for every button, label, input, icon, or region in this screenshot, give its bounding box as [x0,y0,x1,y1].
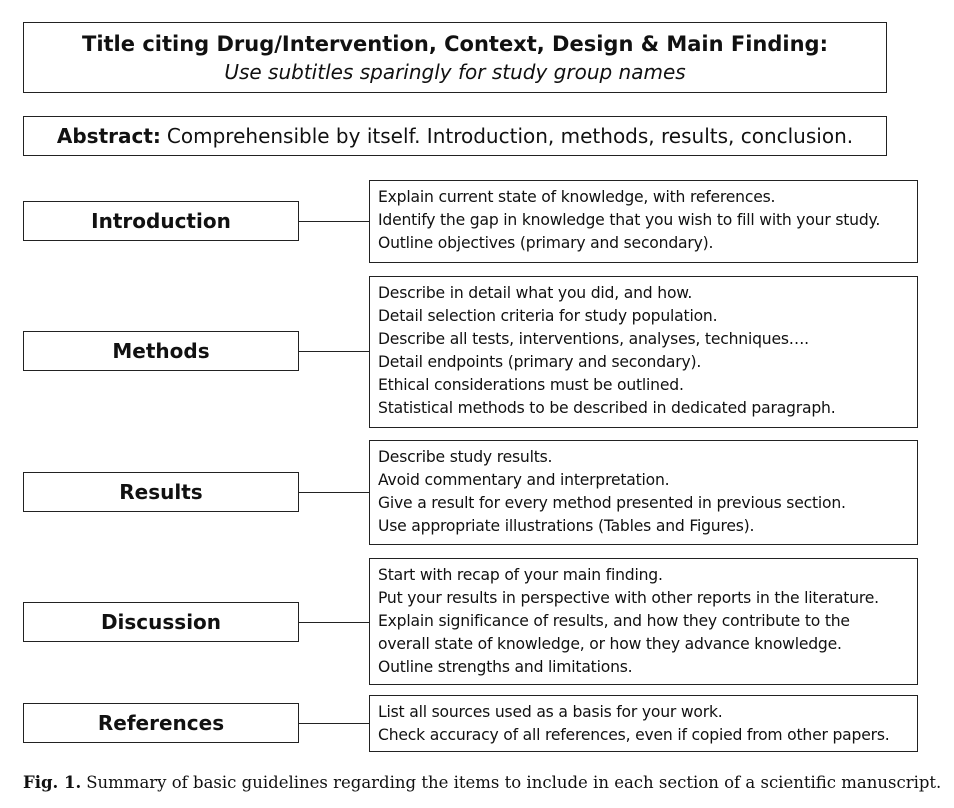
caption-label: Fig. 1. [23,773,82,792]
section-box-results [23,472,299,512]
title-box [23,22,887,93]
detail-item: Outline objectives (primary and secondary). [378,234,714,252]
detail-item: Explain significance of results, and how they contribute to the [378,612,850,630]
detail-item: Identify the gap in knowledge that you wish to fill with your study. [378,211,881,229]
detail-item: Describe all tests, interventions, analyses, techniques…. [378,330,809,348]
detail-box-discussion [369,558,918,685]
detail-item: Avoid commentary and interpretation. [378,471,670,489]
detail-box-references [369,695,918,752]
detail-item: Start with recap of your main finding. [378,566,663,584]
connector-line [299,492,369,493]
detail-item: List all sources used as a basis for your work. [378,703,723,721]
section-label: Introduction [91,209,231,233]
section-label: Discussion [100,610,222,634]
section-box-references [23,703,299,743]
detail-item: Detail selection criteria for study population. [378,307,718,325]
title-subtitle-text: Use subtitles sparingly for study group names [224,59,686,84]
connector-line [299,351,369,352]
abstract-label: Abstract: [56,124,161,148]
detail-box-results [369,440,918,545]
connector-line [299,221,369,222]
detail-item: Describe study results. [378,448,553,466]
detail-box-introduction [369,180,918,263]
detail-item: Put your results in perspective with other reports in the literature. [378,589,879,607]
detail-item: Check accuracy of all references, even if copied from other papers. [378,726,890,744]
detail-item: Statistical methods to be described in dedicated paragraph. [378,399,836,417]
connector-line [299,622,369,623]
abstract-text: Comprehensible by itself. Introduction, methods, results, conclusion. [166,124,854,148]
detail-item: Use appropriate illustrations (Tables and Figures). [378,517,755,535]
detail-item: overall state of knowledge, or how they advance knowledge. [378,635,842,653]
detail-item: Describe in detail what you did, and how. [378,284,693,302]
section-box-discussion [23,602,299,642]
detail-item: Detail endpoints (primary and secondary). [378,353,702,371]
detail-item: Give a result for every method presented in previous section. [378,494,846,512]
abstract-box [23,116,887,156]
detail-item: Explain current state of knowledge, with references. [378,188,776,206]
section-box-introduction [23,201,299,241]
section-box-methods [23,331,299,371]
detail-item: Ethical considerations must be outlined. [378,376,684,394]
figure-caption [23,773,941,792]
caption-text: Summary of basic guidelines regarding the items to include in each section of a scientific manuscript. [86,773,942,792]
detail-box-methods [369,276,918,428]
section-label: Results [119,480,203,504]
title-main-text: Title citing Drug/Intervention, Context, Design & Main Finding: [82,31,828,56]
section-label: Methods [112,339,210,363]
detail-item: Outline strengths and limitations. [378,658,633,676]
section-label: References [97,711,225,735]
connector-line [299,723,369,724]
